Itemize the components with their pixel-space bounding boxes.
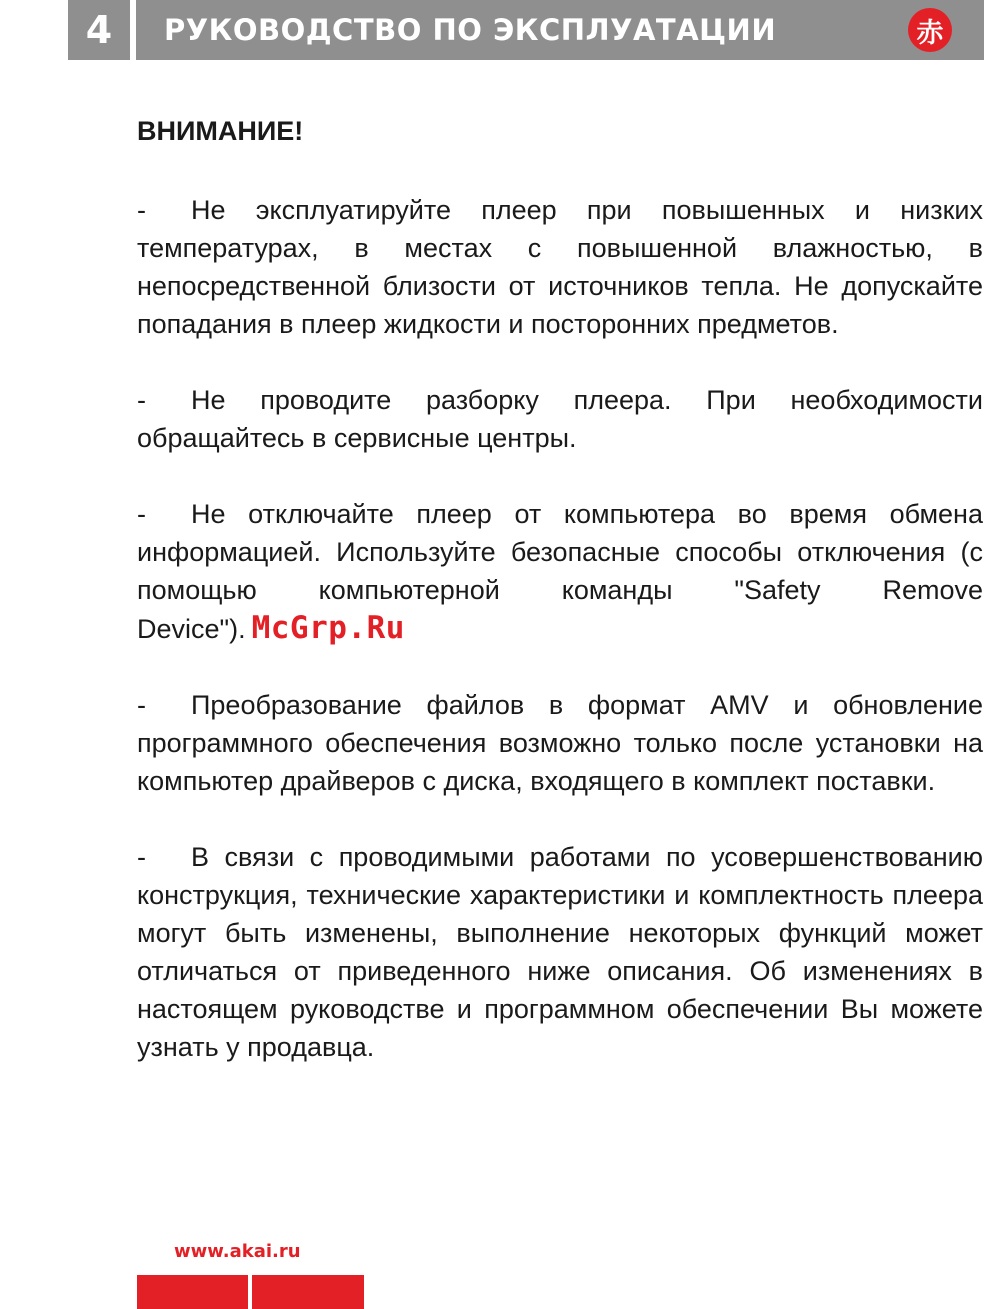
paragraph-text: Не проводите разборку плеера. При необходимости обращайтесь в сервисные центры. [137, 385, 983, 453]
warning-heading: ВНИМАНИЕ! [137, 116, 304, 146]
main-content [137, 112, 983, 1104]
warning-paragraph-3 [137, 495, 983, 648]
warning-paragraph-2 [137, 381, 983, 457]
bullet-dash: - [137, 385, 146, 415]
footer-accent-bar-right [252, 1275, 364, 1309]
footer-website-link[interactable]: www.akai.ru [174, 1241, 301, 1262]
watermark-logo: McGrp.Ru [251, 610, 405, 646]
akai-logo-icon: 赤 [908, 8, 952, 52]
footer-accent-bar-left [137, 1275, 248, 1309]
paragraph-text: В связи с проводимыми работами по усовершенствованию конструкция, технические характеристики и комплектность плеера могут быть изменены, выполнение некоторых функций может отличаться от приведенного ниже описания. Об изменениях в настоящем руководстве и программном обеспечении Вы можете узнать у продавца. [137, 842, 983, 1062]
page-number: 4 [68, 0, 130, 60]
bullet-dash: - [137, 690, 146, 720]
paragraph-text: Преобразование файлов в формат AMV и обновление программного обеспечения возможно только после установки на компьютер драйверов с диска, входящего в комплект поставки. [137, 690, 983, 796]
header-bar [136, 0, 984, 60]
warning-paragraph-1 [137, 191, 983, 343]
paragraph-text: Не отключайте плеер от компьютера во время обмена информацией. Используйте безопасные способы отключения (с помощью компьютерной команды "Safety Remove Device"). [137, 499, 983, 644]
warning-paragraph-5 [137, 838, 983, 1066]
warning-paragraph-4 [137, 686, 983, 800]
bullet-dash: - [137, 842, 146, 872]
bullet-dash: - [137, 195, 146, 225]
paragraph-text: Не эксплуатируйте плеер при повышенных и низких температурах, в местах с повышенной влажностью, в непосредственной близости от источников тепла. Не допускайте попадания в плеер жидкости и посторонних предметов. [137, 195, 983, 339]
page-title: РУКОВОДСТВО ПО ЭКСПЛУАТАЦИИ [164, 13, 777, 47]
bullet-dash: - [137, 499, 146, 529]
